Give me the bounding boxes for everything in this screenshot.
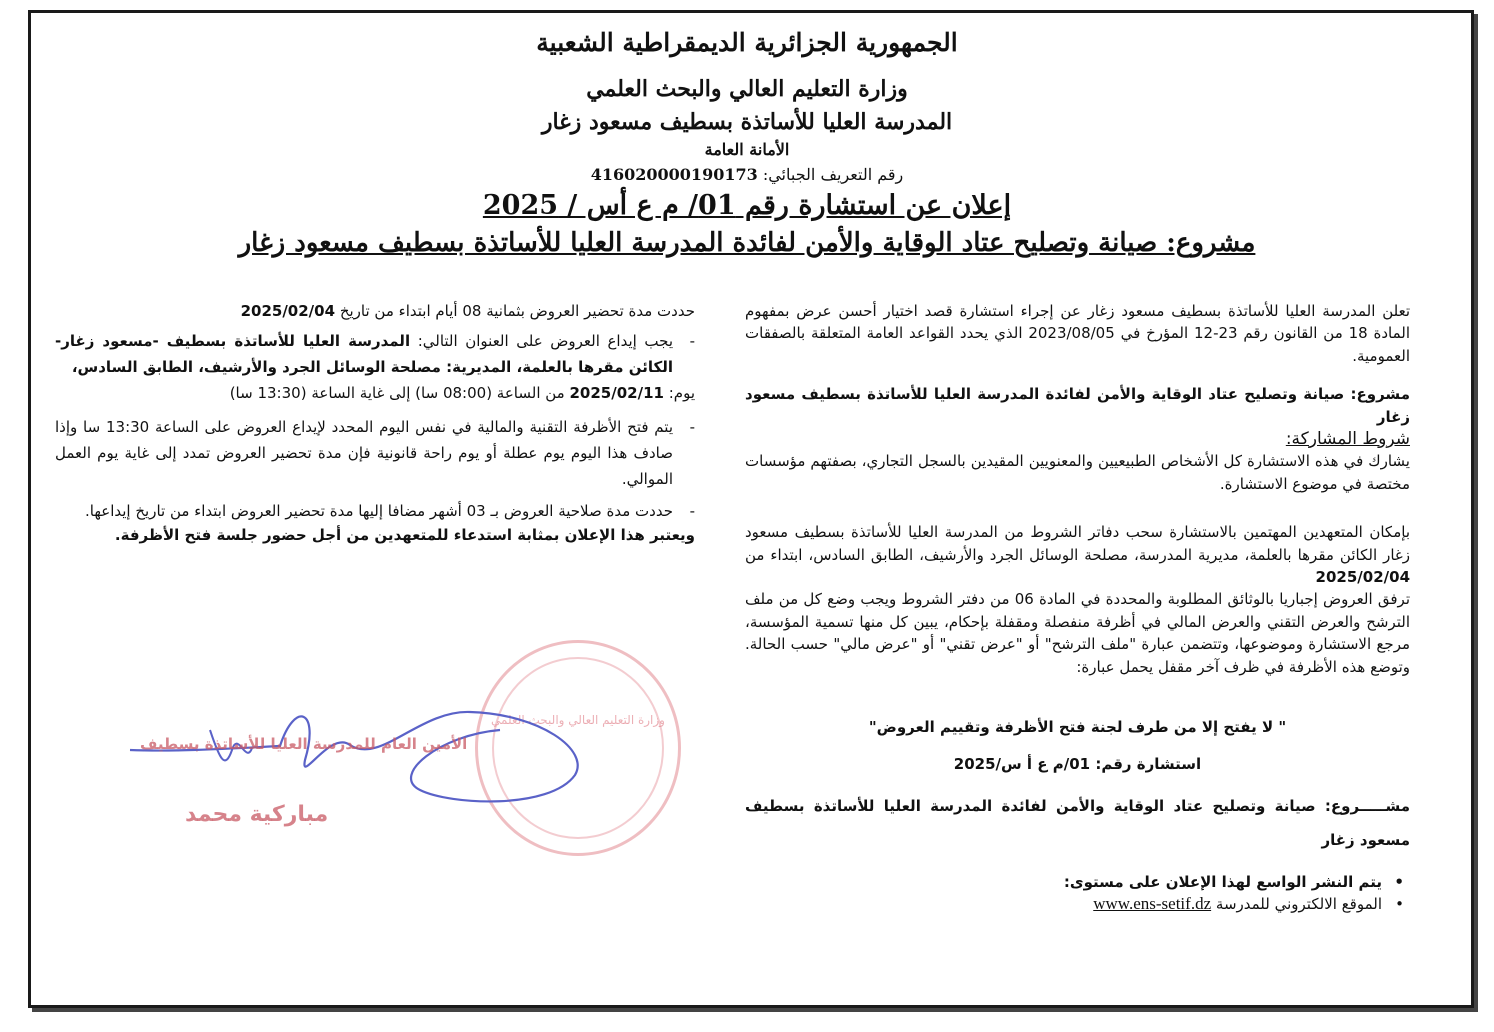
conditions-text: يشارك في هذه الاستشارة كل الأشخاص الطبيعيين والمعنويين المقيدين بالسجل التجاري، بصفتهم مؤسسات مختصة في موضوع الاستشارة. [745,452,1410,493]
conditions-heading: شروط المشاركة: [1285,429,1410,450]
withdraw-date: 2025/02/04 [1315,568,1410,587]
tax-id-label: رقم التعريف الجبائي: [762,165,904,184]
signature-name: مباركية محمد [185,802,329,827]
deposit-paragraph [55,328,695,380]
deposit-time: من الساعة (08:00 سا) إلى غاية الساعة (13:30 سا) [229,384,565,403]
website-link[interactable]: www.ens-setif.dz [1093,894,1212,914]
deposit-date: 2025/02/11 [569,384,664,403]
invitation-text: ويعتبر هذا الإعلان بمثابة استدعاء للمتعهدين من أجل حضور جلسة فتح الأظرفة. [114,526,695,545]
validity-text: - حددت مدة صلاحية العروض بـ 03 أشهر مضافا إليها مدة تحضير العروض ابتداء من تاريخ إيداعها. [55,498,695,524]
announcement-title: إعلان عن استشارة رقم 01/ م ع أس / 2025 [482,190,1012,221]
right-column [745,300,1410,916]
project-line: مشروع: صيانة وتصليح عتاد الوقاية والأمن لفائدة المدرسة العليا للأساتذة بسطيف مسعود زغار [745,385,1410,426]
envelope-ref: استشارة رقم: 01/م ع أ س/2025 [953,754,1202,773]
envelope-project: مشـــــروع: صيانة وتصليح عتاد الوقاية والأمن لفائدة المدرسة العليا للأساتذة بسطيف مسعود زغار [745,796,1410,849]
duration-text: حددت مدة تحضير العروض بثمانية 08 أيام ابتداء من تاريخ [339,302,695,320]
deposit-intro: يجب إيداع العروض على العنوان التالي: [417,332,673,351]
duration-date: 2025/02/04 [240,302,336,320]
deposit-address: المدرسة العليا للأساتذة بسطيف -مسعود زغار- الكائن مقرها بالعلمة، المديرية: مصلحة الوسائل الجرد والأرشيف، الطابق السادس، [55,332,673,377]
deposit-day [55,380,695,406]
handwritten-signature [120,690,600,820]
tax-id-value: 416020000190173 [590,165,758,184]
intro-paragraph: تعلن المدرسة العليا للأساتذة بسطيف مسعود زغار عن إجراء استشارة قصد اختيار أحسن عرض بمفهوم المادة 18 من القانون رقم 23-12 المؤرخ في 2023/08/05 الذي يحدد القواعد العامة المتعلقة بالصفقات العمومية. [745,302,1410,365]
website-item [745,893,1410,915]
secretariat-heading: الأمانة العامة [704,140,790,159]
stamp-text: وزارة التعليم العالي والبحث العلمي [491,713,665,727]
ministry-heading: وزارة التعليم العالي والبحث العلمي [586,76,908,102]
withdraw-paragraph [745,521,1410,588]
tax-id [0,165,1494,184]
envelope-notice: " لا يفتح إلا من طرف لجنة فتح الأظرفة وتقييم العروض" [868,718,1287,737]
deposit-day-label: يوم: [668,384,695,403]
signature-title: الأمين العام للمدرسة العليا للأساتذة بسطيف [140,735,468,753]
project-title: مشروع: صيانة وتصليح عتاد الوقاية والأمن لفائدة المدرسة العليا للأساتذة بسطيف مسعود زغار [238,228,1256,258]
withdraw-text: بإمكان المتعهدين المهتمين بالاستشارة سحب دفاتر الشروط من المدرسة العليا للأساتذة بسطيف مسعود زغار الكائن مقرها بالعلمة، مديرية المدرسة، مصلحة الوسائل الجرد والأرشيف، الطابق السادس، ابتداء من [745,523,1410,564]
left-column [55,300,695,547]
documents-text: ترفق العروض إجباريا بالوثائق المطلوبة والمحددة في المادة 06 من دفتر الشروط ويجب وضع كل من ملف الترشح والعرض التقني والعرض المالي في أظرفة منفصلة ومقفلة بإحكام، يبين كل منها تسمية المؤسسة، مرجع الاستشارة وموضوعها، وتتضمن عبارة "ملف الترشح" أو "عرض تقني" أو "عرض مالي" حسب الحالة. وتوضع هذه الأظرفة في ظرف آخر مقفل يحمل عبارة: [745,590,1410,676]
publication-label: • يتم النشر الواسع لهذا الإعلان على مستوى: [745,871,1410,893]
duration-paragraph [55,300,695,322]
website-label: الموقع الالكتروني للمدرسة [1215,895,1382,914]
republic-heading: الجمهورية الجزائرية الديمقراطية الشعبية [536,28,958,57]
opening-text: - يتم فتح الأظرفة التقنية والمالية في نفس اليوم المحدد لإيداع العروض على الساعة 13:30 سا وإذا صادف هذا اليوم يوم عطلة أو يوم راحة قانونية فإن مدة تحضير العروض تمدد إلى غاية يوم العمل الموالي. [55,414,695,492]
school-heading: المدرسة العليا للأساتذة بسطيف مسعود زغار [541,109,953,135]
